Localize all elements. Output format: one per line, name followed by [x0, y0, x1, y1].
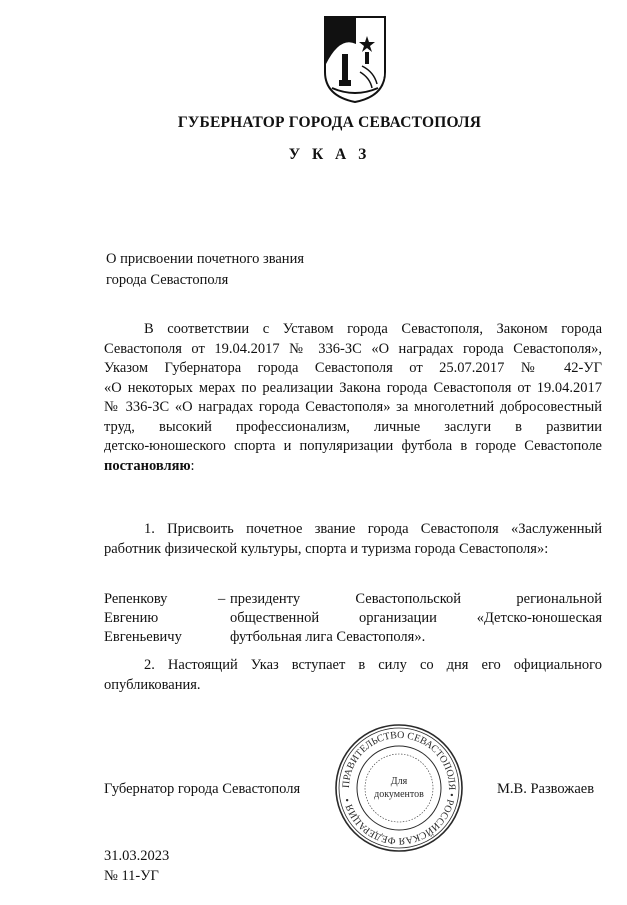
preamble-paragraph	[104, 320, 602, 476]
awardee-dash: –	[218, 591, 226, 607]
decree-word: постановляю	[104, 457, 191, 474]
decree-colon: :	[190, 457, 195, 474]
awardee-patronymic: Евгеньевичу	[104, 629, 182, 645]
awardee-position	[230, 590, 602, 647]
preamble-line: Указом Губернатора города Севастополя от 25.07.2017 № 42-УГ	[104, 360, 602, 376]
sevastopol-coat-of-arms-emblem	[322, 14, 388, 104]
official-seal-stamp	[333, 722, 465, 854]
position-line: футбольная лига Севастополя».	[230, 629, 426, 645]
item-2-line-1: 2. Настоящий Указ вступает в силу со дня его официального	[144, 657, 602, 673]
item-1-line-2: работник физической культуры, спорта и туризма города Севастополя»:	[104, 540, 549, 557]
document-type: У К А З	[288, 146, 371, 163]
item-1-line-1: 1. Присвоить почетное звание города Севастополя «Заслуженный	[144, 521, 602, 537]
decree-footer	[104, 846, 169, 886]
awardee-name	[104, 590, 214, 647]
item-1	[104, 520, 602, 559]
signer-title: Губернатор города Севастополя	[104, 781, 301, 797]
preamble-line: № 336-ЗС «О наградах города Севастополя» за многолетний добросовестный	[104, 399, 602, 415]
awardee-first-name: Евгению	[104, 610, 159, 626]
preamble-line: труд, высокий профессионализм, личные заслуги в развитии	[104, 418, 602, 435]
position-line: президенту Севастопольской региональной	[230, 591, 602, 607]
decree-word-line	[104, 457, 602, 477]
item-2	[104, 656, 602, 695]
issuer-title: ГУБЕРНАТОР ГОРОДА СЕВАСТОПОЛЯ	[177, 114, 482, 131]
preamble-line: В соответствии с Уставом города Севастополя, Законом города	[144, 321, 602, 337]
decree-date: 31.03.2023	[104, 848, 170, 864]
preamble-line: «О некоторых мерах по реализации Закона города Севастополя от 19.04.2017	[104, 379, 602, 396]
seal-center-line-2: документов	[374, 789, 424, 800]
position-line: общественной организации «Детско-юношеская	[230, 610, 602, 626]
subject-line-1: О присвоении почетного звания	[106, 251, 304, 267]
seal-center-line-1: Для	[390, 776, 408, 787]
signer-name: М.В. Развожаев	[497, 781, 595, 797]
subject-line-2: города Севастополя	[106, 272, 229, 288]
item-2-line-2: опубликования.	[104, 676, 201, 693]
decree-subject	[106, 249, 304, 291]
decree-number: № 11-УГ	[104, 868, 159, 884]
awardee-surname: Репенкову	[104, 591, 168, 607]
preamble-line: детско-юношеского спорта и популяризации футбола в городе Севастополе	[104, 438, 602, 454]
seal-outer-text: ПРАВИТЕЛЬСТВО СЕВАСТОПОЛЯ • РОССИЙСКАЯ ФЕДЕРАЦИЯ •	[340, 729, 458, 847]
preamble-line: Севастополя от 19.04.2017 № 336-ЗС «О наградах города Севастополя»,	[104, 340, 602, 357]
